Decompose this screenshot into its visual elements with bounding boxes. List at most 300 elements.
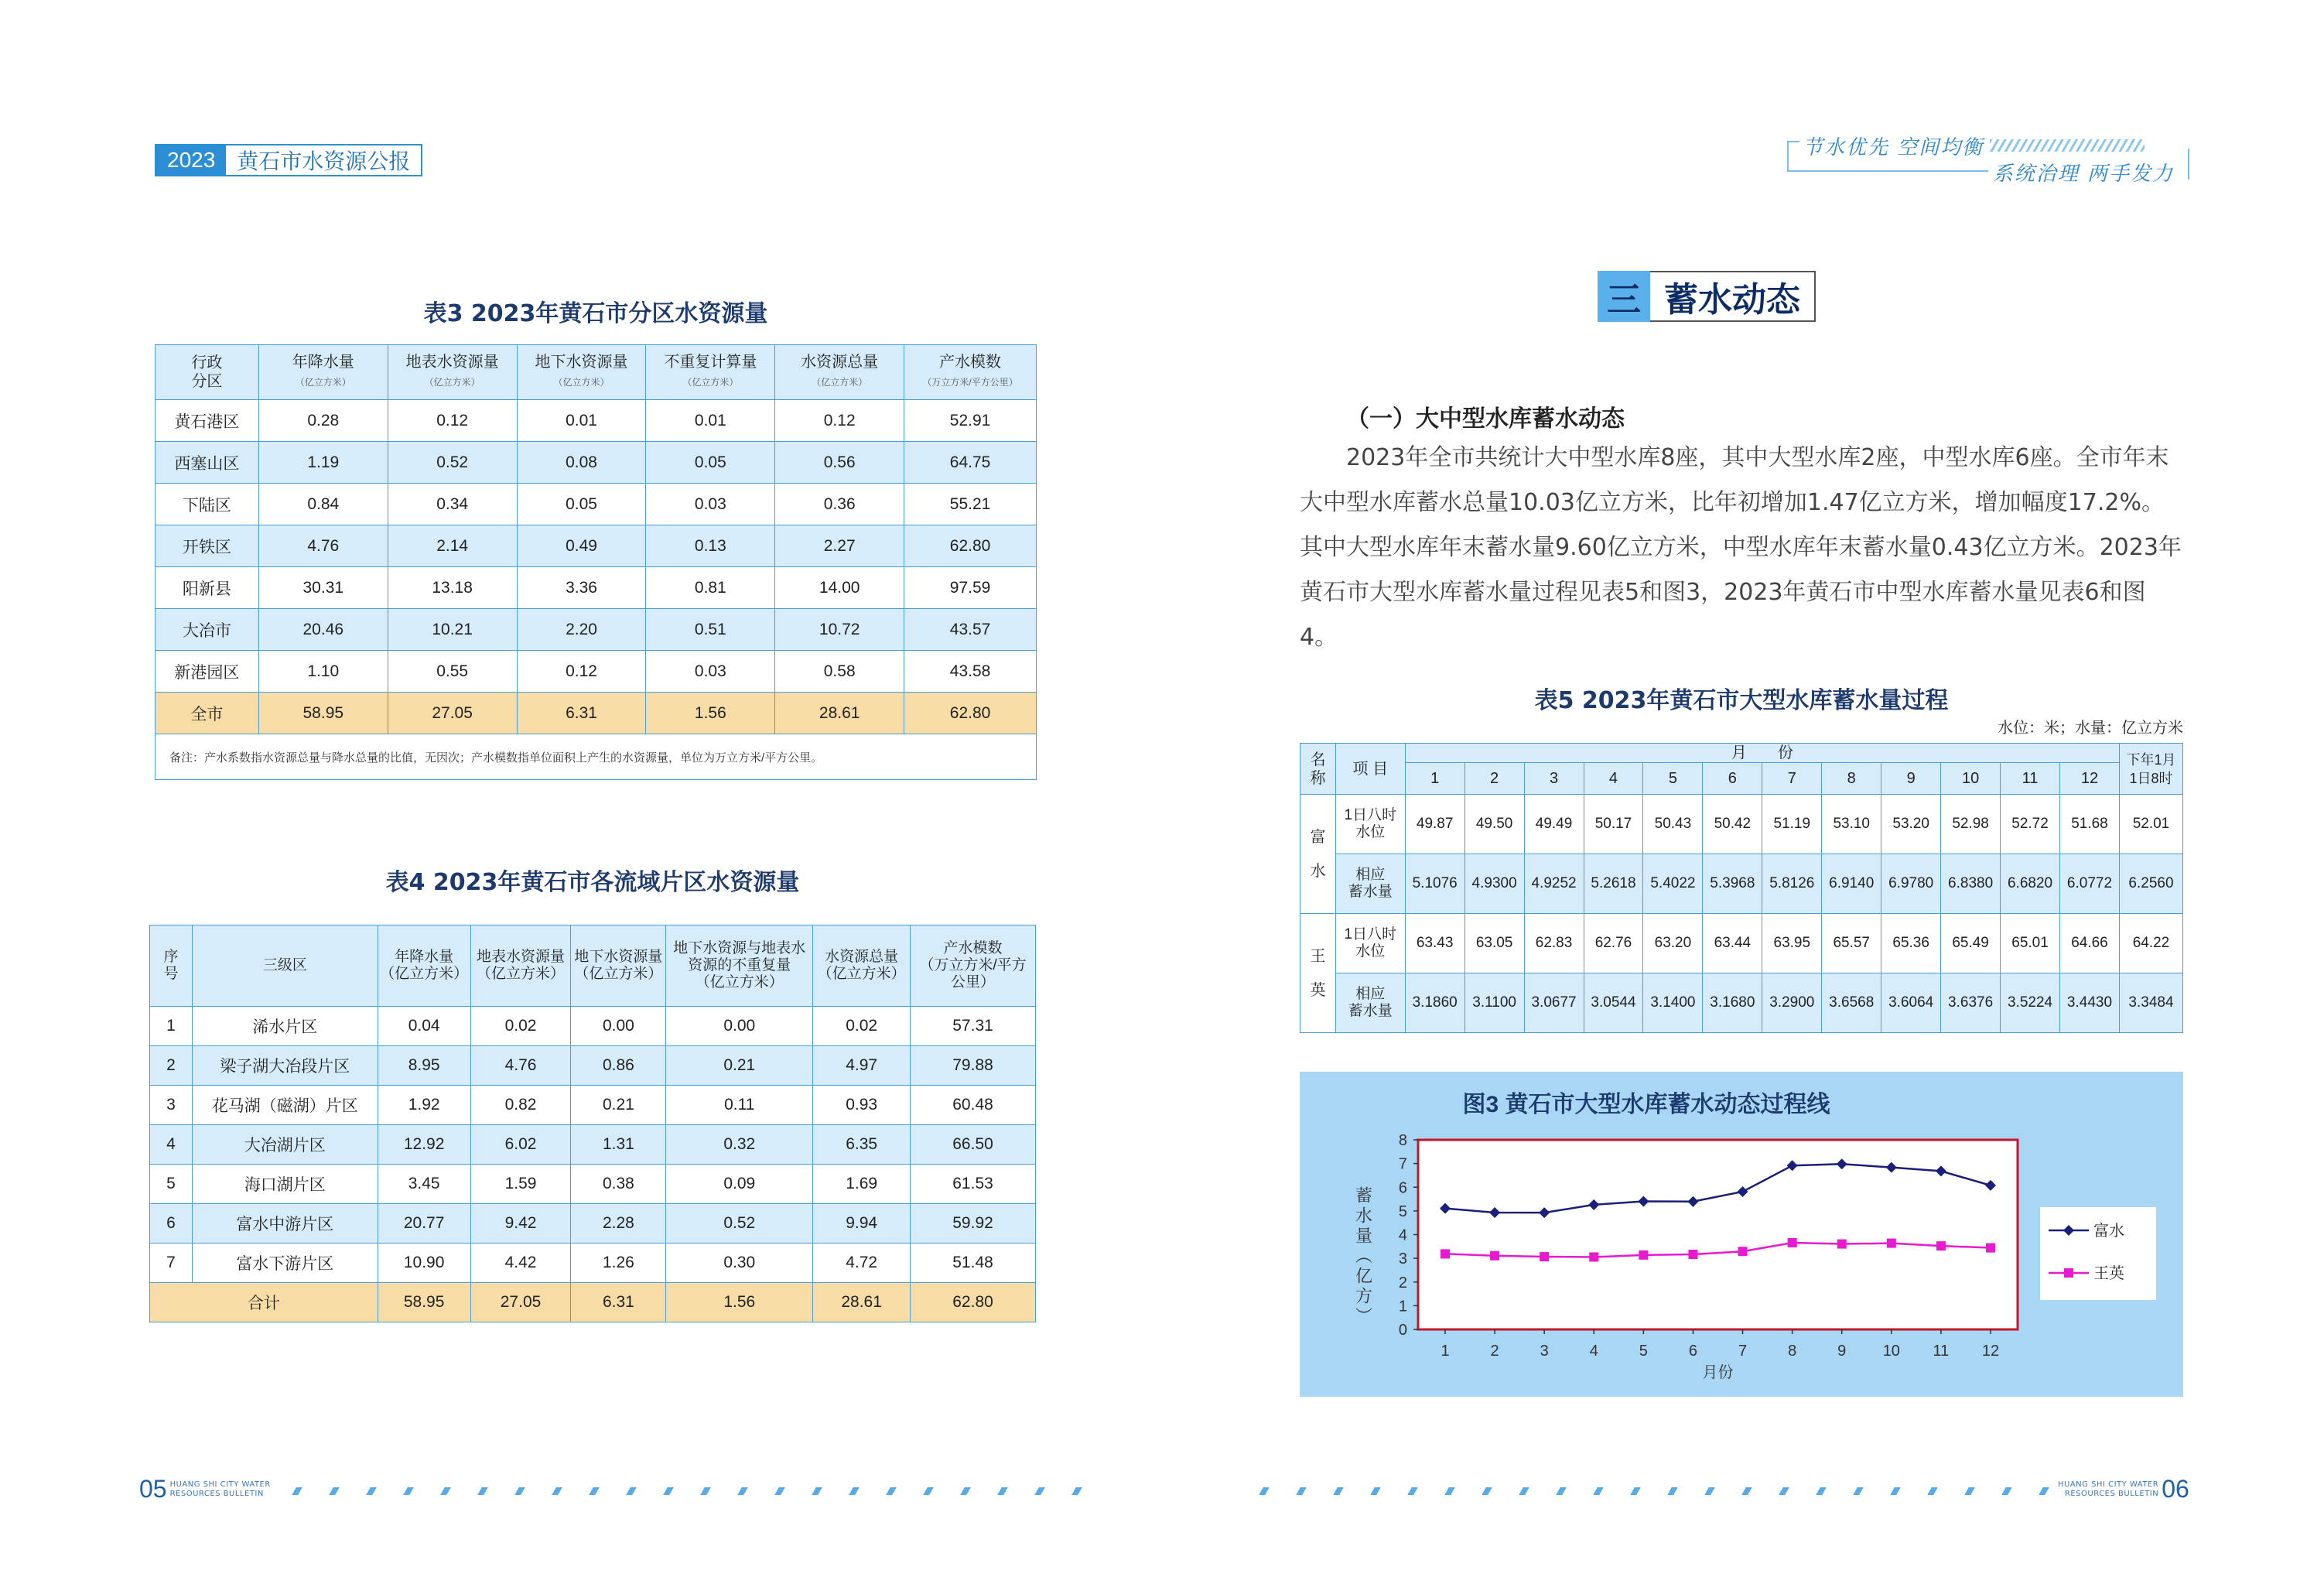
water-level-cell: 50.17 [1584,795,1643,854]
value-cell: 1.19 [258,442,388,484]
value-cell: 0.08 [517,442,646,484]
value-cell: 14.00 [775,567,904,609]
table3-note: 备注：产水系数指水资源总量与降水总量的比值，无因次；产水模数指单位面积上产生的水资源量，单位为万立方米/平方公里。 [156,734,1037,780]
reservoir-name: 王 英 [1300,914,1336,1033]
storage-label: 相应 蓄水量 [1335,854,1405,914]
value-cell: 2.28 [571,1204,666,1244]
water-level-cell: 64.66 [2060,914,2120,973]
subsection-title: （一）大中型水库蓄水动态 [1346,405,1625,433]
slogan-line-right-vert [2188,149,2189,180]
table-row [156,525,1037,567]
y-axis-label: 蓄水量（亿方） [1353,1186,1373,1327]
value-cell: 0.12 [517,651,646,693]
table3-header-unit: （万立方米/平方公里） [922,377,1018,388]
value-cell: 0.02 [470,1007,571,1046]
value-cell: 0.01 [517,400,646,442]
data-point [1936,1241,1946,1250]
storage-cell: 3.6064 [1881,973,1941,1033]
figure3-chart [1300,1072,2183,1397]
row-index: 6 [150,1204,193,1244]
storage-cell: 6.8380 [1941,854,2001,914]
month-header: 8 [1822,763,1881,795]
storage-cell: 3.6376 [1941,973,2001,1033]
table4-header-cell: 地下水资源与地表水 资源的不重复量 （亿立方米） [666,925,813,1007]
table-row [150,1204,1036,1244]
total-value: 62.80 [911,1283,1036,1322]
month-header: 2 [1464,763,1524,795]
region-name: 黄石港区 [156,400,259,442]
y-tick-label: 5 [1398,1203,1407,1220]
value-cell: 0.86 [571,1046,666,1086]
total-value: 6.31 [571,1283,666,1322]
value-cell: 79.88 [911,1046,1036,1086]
storage-cell: 4.9300 [1464,854,1524,914]
month-header: 5 [1643,763,1703,795]
header-year: 2023 [156,145,226,175]
water-level-cell: 65.01 [2001,914,2060,973]
slogan-header [1787,132,2189,186]
footer-en-line2: RESOURCES BULLETIN [2064,1489,2159,1498]
table3-header-cell [646,345,775,400]
table3-header-row [156,345,1037,400]
x-tick-label: 3 [1540,1343,1549,1360]
value-cell: 0.55 [388,651,517,693]
month-header: 10 [1941,763,2001,795]
table3-header-cell [258,345,388,400]
water-level-cell: 49.49 [1524,795,1584,854]
water-level-cell: 62.83 [1524,914,1584,973]
value-cell: 57.31 [911,1007,1036,1046]
value-cell: 12.92 [378,1125,470,1165]
water-level-cell: 49.87 [1405,795,1464,854]
value-cell: 52.91 [904,400,1037,442]
table5-month-row [1300,763,2183,795]
data-point [1837,1240,1847,1249]
water-level-cell: 63.43 [1405,914,1464,973]
total-value: 58.95 [258,693,388,734]
storage-cell: 5.3968 [1703,854,1762,914]
table-row [156,567,1037,609]
value-cell: 0.32 [666,1125,813,1165]
table-row [156,442,1037,484]
water-level-cell: 63.05 [1464,914,1524,973]
water-level-cell: 63.95 [1762,914,1822,973]
basin-name: 花马湖（磁湖）片区 [192,1086,378,1125]
table3-header-label: 不重复计算量 [664,354,757,371]
region-name: 开铁区 [156,525,259,567]
value-cell: 0.30 [666,1244,813,1283]
table4-caption: 表4 2023年黄石市各流域片区水资源量 [385,869,800,896]
storage-cell: 3.1400 [1643,973,1703,1033]
x-tick-label: 11 [1933,1343,1950,1360]
water-level-cell: 51.19 [1762,795,1822,854]
water-level-cell: 50.43 [1643,795,1703,854]
basin-name: 富水下游片区 [192,1244,378,1283]
row-index: 5 [150,1165,193,1204]
table-row [156,651,1037,693]
value-cell: 1.69 [813,1165,911,1204]
body-paragraph: 2023年全市共统计大中型水库8座，其中大型水库2座，中型水库6座。全市年末大中型水库蓄水总量10.03亿立方米，比年初增加1.47亿立方米，增加幅度17.2%。其中大型水库年末蓄水量9.60亿立方米，中型水库年末蓄水量0.43亿立方米。2023年黄石市大型水库蓄水量过程见表5和图3，2023年黄石市中型水库蓄水量见表6和图4。 [1300,444,2182,651]
table3 [155,344,1037,780]
reservoir-storage-row [1300,973,2183,1033]
total-value: 27.05 [470,1283,571,1322]
water-level-cell: 62.76 [1584,914,1643,973]
data-point [1986,1244,1995,1253]
value-cell: 0.11 [666,1086,813,1125]
value-cell: 20.77 [378,1204,470,1244]
x-tick-label: 4 [1589,1343,1598,1360]
water-level-cell: 52.98 [1941,795,2001,854]
y-tick-label: 1 [1398,1298,1407,1315]
legend-label: 王英 [2093,1265,2124,1282]
table3-header-label: 行政 分区 [191,354,223,390]
storage-cell: 3.1680 [1703,973,1762,1033]
month-header: 12 [2060,763,2120,795]
value-cell: 0.82 [470,1086,571,1125]
bulletin-header-badge [155,144,422,176]
x-tick-label: 9 [1837,1343,1847,1360]
month-header: 6 [1703,763,1762,795]
x-axis-label: 月份 [1702,1364,1734,1381]
table4-header-cell: 三级区 [192,925,378,1007]
total-label: 全市 [156,693,259,734]
value-cell: 43.58 [904,651,1037,693]
x-tick-label: 7 [1738,1343,1748,1360]
data-point [1738,1247,1748,1256]
value-cell: 4.76 [470,1046,571,1086]
footer-dots-right [1259,1487,2052,1495]
storage-label: 相应 蓄水量 [1335,973,1405,1033]
total-value: 28.61 [813,1283,911,1322]
y-tick-label: 8 [1398,1132,1407,1149]
value-cell: 43.57 [904,609,1037,651]
y-tick-label: 3 [1398,1250,1407,1268]
slogan-hatch [1990,139,2145,152]
month-header: 1 [1405,763,1464,795]
value-cell: 0.13 [646,525,775,567]
water-level-cell: 50.42 [1703,795,1762,854]
data-point [1688,1250,1697,1259]
table-row [156,400,1037,442]
value-cell: 0.01 [646,400,775,442]
chart-title: 图3 黄石市大型水库蓄水动态过程线 [1462,1092,1830,1117]
table3-note-row [156,734,1037,780]
table3-header-label: 年降水量 [292,354,354,371]
value-cell: 0.84 [258,484,388,525]
value-cell: 55.21 [904,484,1037,525]
basin-name: 大冶湖片区 [192,1125,378,1165]
storage-cell: 3.1860 [1405,973,1464,1033]
table4-header-cell: 地表水资源量 （亿立方米） [470,925,571,1007]
reservoir-level-row [1300,914,2183,973]
water-level-cell: 52.72 [2001,795,2060,854]
value-cell: 0.21 [571,1086,666,1125]
table3-header-label: 地表水资源量 [405,354,499,371]
value-cell: 0.51 [646,609,775,651]
value-cell: 1.92 [378,1086,470,1125]
section-heading [1598,271,1816,322]
value-cell: 13.18 [388,567,517,609]
value-cell: 0.00 [571,1007,666,1046]
table4-header-cell: 产水模数 （万立方米/平方 公里） [911,925,1036,1007]
footer-left [139,1475,271,1504]
table3-header-label: 产水模数 [939,354,1002,371]
total-value: 1.56 [666,1283,813,1322]
total-value: 28.61 [775,693,904,734]
storage-cell: 3.6568 [1822,973,1881,1033]
value-cell: 6.02 [470,1125,571,1165]
y-tick-label: 7 [1398,1155,1407,1173]
table3-caption: 表3 2023年黄石市分区水资源量 [423,300,768,327]
table3-header-cell [156,345,259,400]
value-cell: 0.52 [388,442,517,484]
value-cell: 0.03 [646,651,775,693]
storage-cell: 5.1076 [1405,854,1464,914]
value-cell: 10.21 [388,609,517,651]
value-cell: 59.92 [911,1204,1036,1244]
storage-cell: 3.2900 [1762,973,1822,1033]
value-cell: 1.59 [470,1165,571,1204]
footer-bulletin-name-right [2058,1480,2158,1499]
page-number-right: 06 [2162,1475,2189,1503]
value-cell: 2.20 [517,609,646,651]
row-index: 2 [150,1046,193,1086]
level-label: 1日八时 水位 [1335,914,1405,973]
table3-header-unit: （亿立方米） [812,377,868,388]
water-level-cell: 51.68 [2060,795,2120,854]
table4-total-row [150,1283,1036,1322]
storage-cell: 6.9140 [1822,854,1881,914]
reservoir-storage-row [1300,854,2183,914]
slogan-underline [1787,170,1988,172]
value-cell: 10.72 [775,609,904,651]
table3-header-unit: （亿立方米） [553,377,610,388]
value-cell: 10.90 [378,1244,470,1283]
value-cell: 0.38 [571,1165,666,1204]
data-point [1887,1239,1896,1248]
total-value: 27.05 [388,693,517,734]
table4 [149,925,1036,1322]
legend-label: 富水 [2093,1223,2124,1240]
table-row [150,1244,1036,1283]
value-cell: 20.46 [258,609,388,651]
table-row [150,1165,1036,1204]
y-tick-label: 6 [1398,1179,1407,1197]
footer-en-line1: HUANG SHI CITY WATER [2058,1480,2159,1489]
table5-header-row [1300,744,2183,763]
x-tick-label: 5 [1639,1343,1648,1360]
water-level-cell: 65.57 [1822,914,1881,973]
table3-total-row [156,693,1037,734]
value-cell: 3.45 [378,1165,470,1204]
value-cell: 0.02 [813,1007,911,1046]
water-level-cell: 63.20 [1643,914,1703,973]
value-cell: 9.42 [470,1204,571,1244]
table4-header-cell: 地下水资源量 （亿立方米） [571,925,666,1007]
table-row [150,1046,1036,1086]
x-tick-label: 8 [1788,1343,1797,1360]
region-name: 西塞山区 [156,442,259,484]
water-level-cell: 65.49 [1941,914,2001,973]
slogan-line-left-vert [1787,141,1789,172]
total-label: 合计 [150,1283,378,1322]
total-value: 1.56 [646,693,775,734]
table3-header-cell [388,345,517,400]
x-tick-label: 12 [1981,1343,2000,1360]
table3-header-cell [517,345,646,400]
table5-header-month: 月 份 [1405,744,2119,763]
value-cell: 4.72 [813,1244,911,1283]
page-number-left: 05 [139,1475,167,1503]
data-point [1589,1252,1598,1261]
region-name: 下陆区 [156,484,259,525]
reservoir-name: 富 水 [1300,795,1336,914]
x-tick-label: 10 [1882,1343,1900,1360]
table-row [150,1086,1036,1125]
value-cell: 0.04 [378,1007,470,1046]
figure3-chart-panel [1300,1072,2183,1397]
storage-cell: 3.1100 [1464,973,1524,1033]
water-level-cell: 65.36 [1881,914,1941,973]
table4-header-cell: 序 号 [150,925,193,1007]
slogan-line1: 节水优先 空间均衡 [1803,136,1984,159]
table3-header-unit: （亿立方米） [682,377,739,388]
value-cell: 9.94 [813,1204,911,1244]
value-cell: 0.05 [517,484,646,525]
y-tick-label: 0 [1398,1322,1407,1339]
table3-header-label: 水资源总量 [801,354,879,371]
table4-header-row [150,925,1036,1007]
slogan-line2: 系统治理 两手发力 [1992,163,2174,186]
value-cell: 0.03 [646,484,775,525]
month-header: 4 [1584,763,1643,795]
header-title: 黄石市水资源公报 [237,149,411,174]
value-cell: 30.31 [258,567,388,609]
value-cell: 0.00 [666,1007,813,1046]
region-name: 大冶市 [156,609,259,651]
month-header: 7 [1762,763,1822,795]
value-cell: 6.35 [813,1125,911,1165]
storage-cell: 4.9252 [1524,854,1584,914]
storage-cell: 5.8126 [1762,854,1822,914]
table3-header-label: 地下水资源量 [535,354,628,371]
storage-cell: 3.3484 [2119,973,2182,1033]
value-cell: 1.31 [571,1125,666,1165]
footer-en-line2: RESOURCES BULLETIN [169,1489,264,1498]
storage-cell: 3.0544 [1584,973,1643,1033]
row-index: 1 [150,1007,193,1046]
table3-header-cell [775,345,904,400]
table5-header-name: 名 称 [1300,744,1336,795]
table4-header-cell: 水资源总量 （亿立方米） [813,925,911,1007]
legend-marker [2064,1268,2073,1278]
storage-cell: 6.0772 [2060,854,2120,914]
value-cell: 4.76 [258,525,388,567]
water-level-cell: 53.10 [1822,795,1881,854]
value-cell: 1.10 [258,651,388,693]
value-cell: 1.26 [571,1244,666,1283]
x-tick-label: 6 [1688,1343,1698,1360]
water-level-cell: 63.44 [1703,914,1762,973]
data-point [1540,1252,1549,1261]
value-cell: 0.93 [813,1086,911,1125]
month-header: 3 [1524,763,1584,795]
value-cell: 0.58 [775,651,904,693]
data-point [1441,1249,1450,1258]
value-cell: 61.53 [911,1165,1036,1204]
table3-header-unit: （亿立方米） [424,377,480,388]
section-title: 蓄水动态 [1650,271,1816,322]
value-cell: 62.80 [904,525,1037,567]
storage-cell: 6.9780 [1881,854,1941,914]
table5 [1300,743,2183,1033]
data-point [1490,1251,1499,1261]
value-cell: 4.42 [470,1244,571,1283]
water-level-cell: 52.01 [2119,795,2182,854]
table5-caption: 表5 2023年黄石市大型水库蓄水量过程 [1534,687,1949,714]
value-cell: 2.14 [388,525,517,567]
value-cell: 0.05 [646,442,775,484]
basin-name: 梁子湖大冶段片区 [192,1046,378,1086]
basin-name: 浠水片区 [192,1007,378,1046]
total-value: 62.80 [904,693,1037,734]
storage-cell: 6.6820 [2001,854,2060,914]
table4-header-cell: 年降水量 （亿立方米） [378,925,470,1007]
value-cell: 0.49 [517,525,646,567]
table-row [156,484,1037,525]
value-cell: 51.48 [911,1244,1036,1283]
x-tick-label: 1 [1441,1343,1450,1360]
storage-cell: 5.2618 [1584,854,1643,914]
plot-area [1418,1140,2018,1329]
section-number: 三 [1598,271,1650,322]
row-index: 7 [150,1244,193,1283]
value-cell: 8.95 [378,1046,470,1086]
value-cell: 0.21 [666,1046,813,1086]
storage-cell: 3.0677 [1524,973,1584,1033]
storage-cell: 3.4430 [2060,973,2120,1033]
total-value: 6.31 [517,693,646,734]
value-cell: 0.12 [775,400,904,442]
table3-header-cell [904,345,1037,400]
value-cell: 0.81 [646,567,775,609]
value-cell: 0.52 [666,1204,813,1244]
y-tick-label: 4 [1398,1226,1407,1244]
value-cell: 0.28 [258,400,388,442]
value-cell: 64.75 [904,442,1037,484]
value-cell: 97.59 [904,567,1037,609]
water-level-cell: 53.20 [1881,795,1941,854]
value-cell: 0.09 [666,1165,813,1204]
value-cell: 60.48 [911,1086,1036,1125]
data-point [1788,1238,1797,1247]
table-row [150,1007,1036,1046]
water-level-cell: 49.50 [1464,795,1524,854]
month-header: 11 [2001,763,2060,795]
value-cell: 0.12 [388,400,517,442]
value-cell: 66.50 [911,1125,1036,1165]
basin-name: 海口湖片区 [192,1165,378,1204]
value-cell: 3.36 [517,567,646,609]
table-row [150,1125,1036,1165]
reservoir-level-row [1300,795,2183,854]
total-value: 58.95 [378,1283,470,1322]
level-label: 1日八时 水位 [1335,795,1405,854]
region-name: 阳新县 [156,567,259,609]
region-name: 新港园区 [156,651,259,693]
table5-header-next-year: 下年1月 1日8时 [2119,744,2182,795]
water-level-cell: 64.22 [2119,914,2182,973]
